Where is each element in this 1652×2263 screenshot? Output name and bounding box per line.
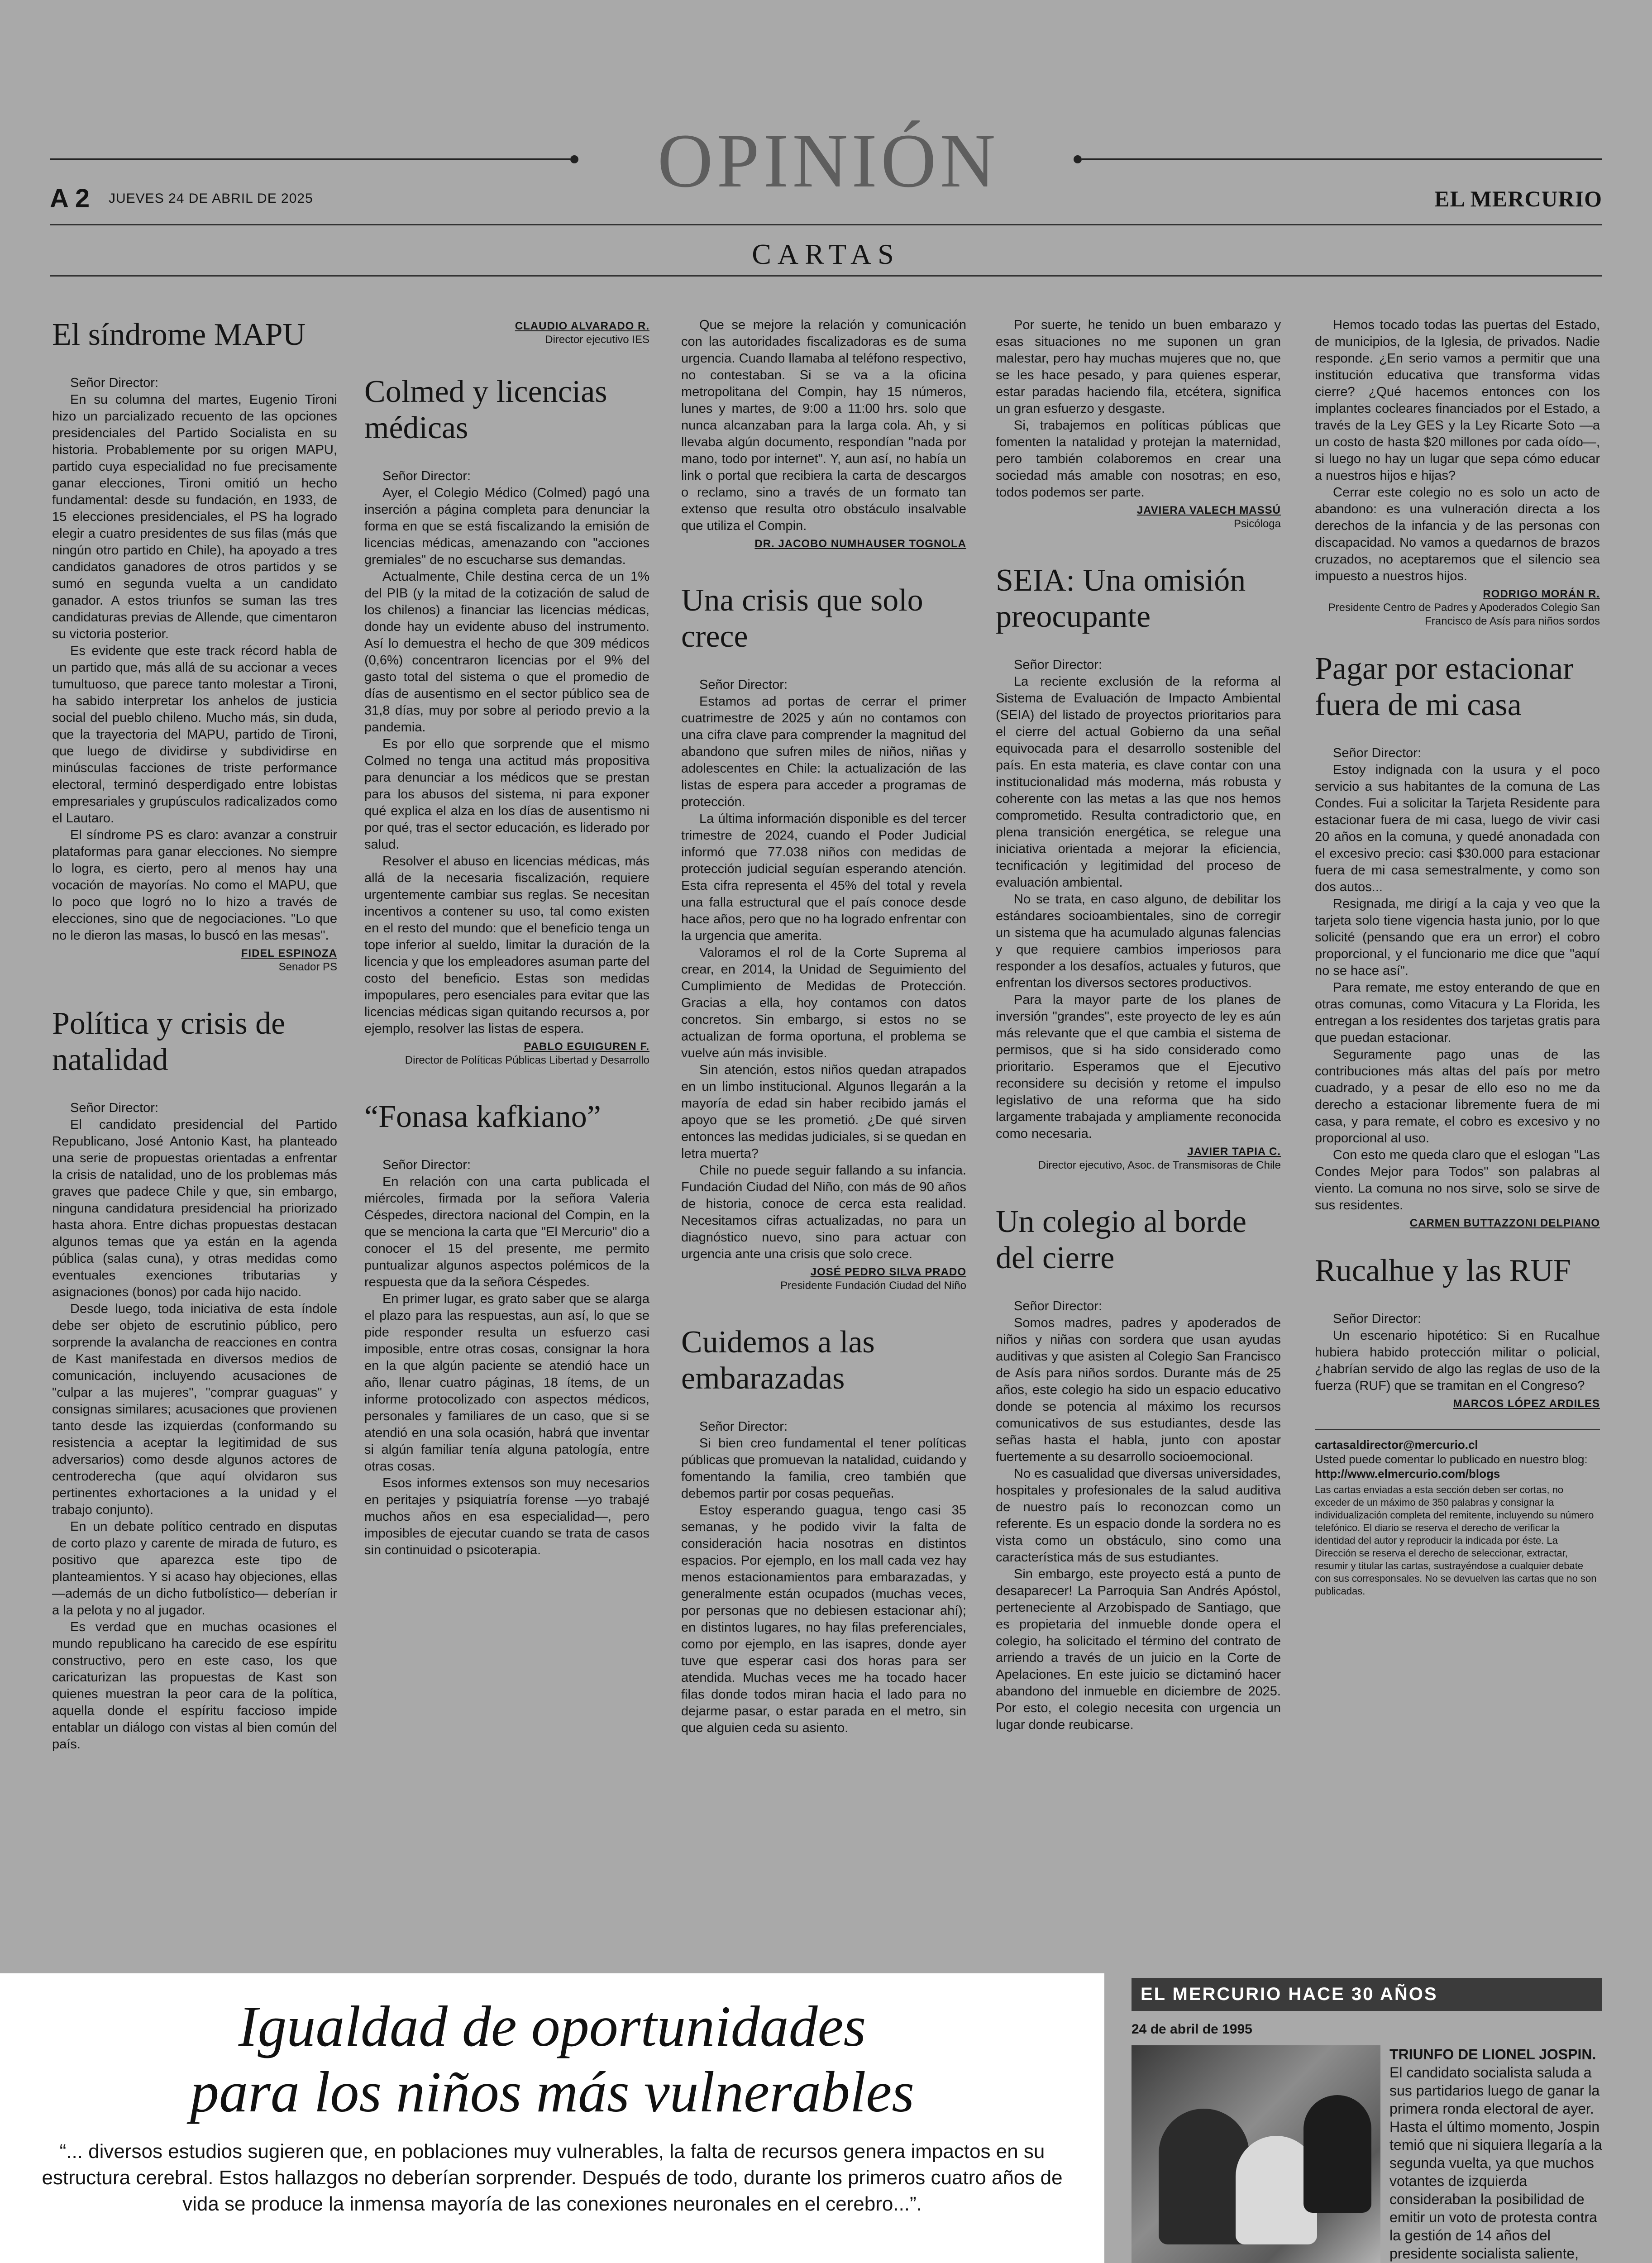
author-name: JAVIERA VALECH MASSÚ (1136, 504, 1281, 516)
header-divider-bottom (50, 275, 1602, 277)
letter-salute: Señor Director: (382, 1158, 471, 1172)
author-name: CARMEN BUTTAZZONI DELPIANO (1409, 1217, 1600, 1229)
header-rule-left (50, 158, 570, 160)
letter-paragraph: En un debate político centrado en disputas de corto plazo y carente de mirada de futuro, es positivo que aparezca este tipo de planteamientos. Y si acaso hay objeciones, ellas —además de un dicho futbolístico— deberían ir a la pelota y no al jugador. (52, 1519, 337, 1618)
letter-title: SEIA: Una omisión preocupante (996, 563, 1246, 634)
letter-paragraph: Resolver el abuso en licencias médicas, más allá de la necesaria fiscalización, requiere urgentemente cambiar sus reglas. Se necesitan incentivos a contener su uso, tal como existen en el resto del mundo: que el beneficio tenga un tope inferior al sueldo, limitar la duración de la licencia y que los empleadores asuman parte del costo del beneficio. Estas son medidas impopulares, pero esenciales para evitar que las licencias médicas sigan quitando recursos a, por ejemplo, resolver las listas de espera. (364, 854, 649, 1036)
brief-text: El candidato socialista saluda a sus partidarios luego de ganar la primera ronda electoral de ayer. Hasta el último momento, Jospin temió que ni siquiera llegaría a la segunda vuelta, ya que muchos votantes de izquierda consideraban la posibilidad de emitir un voto de protesta contra la gestión de 14 años del presidente socialista saliente, (1389, 2064, 1602, 2262)
letter-fonasa (364, 1099, 649, 1559)
letter-paragraph: Por suerte, he tenido un buen embarazo y esas situaciones no me suponen un gran malestar, pero hay muchas mujeres que no, que se les hace pesado, y para quienes esperar, estar paradas haciendo fila, etcétera, significa un gran esfuerzo y desgaste. (996, 318, 1281, 416)
author-role: Presidente Fundación Ciudad del Niño (780, 1280, 966, 1292)
letter-paragraph: Esos informes extensos son muy necesarios en peritajes y psiquiatría forense —yo trabajé muchos años en esa especialidad—, pero imposibles de ejecutar cuando se trata de casos sin continuidad o psicoterapia. (364, 1476, 649, 1557)
letter-colegio-cont (1315, 317, 1600, 628)
author-role: Director ejecutivo, Asoc. de Transmisoras de Chile (1038, 1159, 1281, 1171)
letter-paragraph: Es por ello que sorprende que el mismo Colmed no tenga una actitud más propositiva para denunciar a los médicos que se prestan para los abusos del sistema, ni para exponer qué explica el alza en los días de ausentismo ni por qué, tras el sector educación, es liderado por salud. (364, 737, 649, 852)
letters-column-5 (1315, 317, 1600, 1946)
letter-paragraph: Valoramos el rol de la Corte Suprema al crear, en 2014, la Unidad de Seguimiento del Cumplimiento de Medidas de Protección. Gracias a ella, hoy contamos con datos concretos. Sin embargo, si estos no se actualizan de forma oportuna, el problema se vuelve aún más invisible. (681, 945, 966, 1060)
letter-paragraph: En relación con una carta publicada el miércoles, firmada por la señora Valeria Céspedes, directora nacional del Compin, en la que se menciona la carta que "El Mercurio" dio a conocer el 15 del presente, me permito puntualizar algunos aspectos polémicos de la respuesta que da la señora Céspedes. (364, 1174, 649, 1289)
letter-paragraph: Un escenario hipotético: Si en Rucalhue hubiera habido protección militar o policial, ¿habrían servido de algo las reglas de uso de la fuerza (RUF) que se tramitan en el Congreso? (1315, 1328, 1600, 1393)
letter-salute: Señor Director: (382, 469, 471, 483)
brief-title: TRIUNFO DE LIONEL JOSPIN. (1389, 2046, 1596, 2062)
letters-policy-note: Las cartas enviadas a esta sección deben ser cortas, no exceder de un máximo de 350 palabras y consignar la individualización completa del remitente, incluyendo su número telefónico. El diario se reserva el derecho de verificar la identidad del autor y reproducir la indicada por éste. La Dirección se reserva el derecho de seleccionar, extractar, resumir y titular las cartas, sustrayéndose a cualquier debate con sus corresponsales. No se devuelven las cartas que no son publicadas. (1315, 1484, 1597, 1597)
letter-paragraph: Estoy esperando guagua, tengo casi 35 semanas, y he podido vivir la falta de consideración hacia nosotras en distintos espacios. Por ejemplo, en los mall cada vez hay menos estacionamientos para embarazadas, y generalmente están ocupados (muchas veces, por personas que no debiesen estacionar ahí); en distintos lugares, no hay filas preferenciales, como por ejemplo, en las isapres, donde ayer tuve que esperar casi dos horas para ser atendida. Muchas veces me ha tocado hacer filas donde todos miran hacia el lado para no dejarme pasar, o estar parada en el metro, sin que alguien ceda su asiento. (681, 1503, 966, 1735)
letter-paragraph: No es casualidad que diversas universidades, hospitales y profesionales de la salud auditiva de nuestro país lo reconozcan como un referente. Es un espacio donde la sordera no es vista como un obstáculo, sino como una característica más de sus estudiantes. (996, 1466, 1281, 1565)
letter-paragraph: Que se mejore la relación y comunicación con las autoridades fiscalizadoras es de suma urgencia. Cuando llamaba al teléfono respectivo, no contestaban. Si se va a la oficina metropolitana del Compin, hay 15 números, lunes y martes, de 9:00 a 11:00 hrs. solo que nunca alcanzaban para la larga cola. Ah, y si llevaba algún documento, respondían "nada por mano, todo por internet". Y, aun así, no había un link o portal que recibiera la carta de descargos o reclamo, sino a través de un formato tan extenso que resulta otro obstáculo insalvable que utiliza el Compin. (681, 318, 966, 533)
letter-paragraph: En su columna del martes, Eugenio Tironi hizo un parcializado recuento de las opciones presidenciales del Partido Socialista en su historia. Probablemente por su origen MAPU, partido cuya especialidad no fue precisamente ganar elecciones, Tironi omitió un hecho fundamental: desde su fundación, en 1933, de 15 elecciones presidenciales, el PS ha logrado elegir a cuatro presidentes de sus filas (más que ningún otro partido en Chile), ha apoyado a tres candidatos ganadores de otros partidos y se sumó en segunda vuelta a un candidato ganador. A estos triunfos se suman las tres candidaturas previas de Allende, que cimentaron su victoria posterior. (52, 392, 337, 641)
subsection-title: CARTAS (752, 238, 900, 270)
letter-paragraph: Estamos ad portas de cerrar el primer cuatrimestre de 2025 y aún no contamos con una cifra clave para comprender la magnitud del abandono que sufren miles de niños, niñas y adolescentes en Chile: la actualización de las listas de espera para acceder a programas de protección. (681, 694, 966, 809)
letter-signature (681, 1265, 966, 1293)
archive-sidebar (1132, 1978, 1602, 2263)
letter-salute: Señor Director: (1333, 1312, 1422, 1326)
letters-column-3 (681, 317, 966, 1946)
letter-embarazadas-cont (996, 317, 1281, 531)
letter-title: Pagar por estacionar fuera de mi casa (1315, 651, 1574, 722)
letter-paragraph: Somos madres, padres y apoderados de niños y niñas con sordera que usan ayudas auditivas y que asisten al Colegio San Francisco de Asís para niños sordos. Durante más de 25 años, este colegio ha sido un espacio educativo donde se potencia al máximo los recursos comunicativos de sus estudiantes, desde las señas hasta el habla, junto con apostar fuertemente a su desarrollo socioemocional. (996, 1316, 1281, 1464)
letter-salute: Señor Director: (1014, 1299, 1103, 1313)
letters-column-4 (996, 317, 1281, 1946)
letter-paragraph: Es verdad que en muchas ocasiones el mundo republicano ha carecido de ese espíritu constructivo, pero en este caso, los que caricaturizan las propuestas de Kast son quienes muestran la peor cara de la política, aquella donde el espíritu faccioso impide entablar un diálogo con vistas al bien común del país. (52, 1620, 337, 1752)
letter-paragraph: Desde luego, toda iniciativa de esta índole debe ser objeto de escrutinio público, pero sorprende la avalancha de reacciones en contra de Kast manifestada en diversos medios de comunicación, incluyendo acusaciones de "culpar a las mujeres", "comprar guaguas" y consignas similares; acusaciones que provienen tanto desde las izquierdas (conformando su resistencia a aceptar la legitimidad de sus adversarios) como desde algunos actores de centroderecha (que aquí olvidaron sus pertinentes exhortaciones a la unidad y el trabajo conjunto). (52, 1302, 337, 1517)
author-role: Director ejecutivo IES (545, 334, 649, 346)
editorial-title-line1: Igualdad de oportunidades (238, 1994, 866, 2058)
letter-signature (681, 537, 966, 551)
author-name: CLAUDIO ALVARADO R. (515, 320, 649, 332)
page-number: A 2 (50, 184, 90, 213)
letter-paragraph: La última información disponible es del tercer trimestre de 2024, cuando el Poder Judicial informó que 77.038 niños con medidas de protección judicial seguían esperando atención. Esta cifra representa el 45% del total y revela una falla estructural que el país conoce desde hace años, pero que no ha logrado enfrentar con la urgencia que amerita. (681, 812, 966, 943)
letter-paragraph: Sin atención, estos niños quedan atrapados en un limbo institucional. Algunos llegarán a la mayoría de edad sin haber recibido jamás el apoyo que se les prometió. ¿De qué sirven entonces las medidas judiciales, si se quedan en letra muerta? (681, 1063, 966, 1161)
archive-date: 24 de abril de 1995 (1132, 2022, 1252, 2037)
letter-paragraph: El candidato presidencial del Partido Republicano, José Antonio Kast, ha planteado una serie de propuestas orientadas a enfrentar la crisis de natalidad, uno de los problemas más graves que padece Chile y que, sin embargo, ninguna candidatura presidencial ha priorizado hasta ahora. Entre dichas propuestas destacan algunos temas que ya están en la agenda pública (salas cuna), y otras medidas como eventuales exenciones tributarias y asignaciones (bonos) por cada hijo nacido. (52, 1117, 337, 1299)
letters-column-1 (52, 317, 337, 1946)
letter-signature (364, 1040, 649, 1067)
letter-title: “Fonasa kafkiano” (364, 1099, 601, 1134)
editorial-title-line2: para los niños más vulnerables (190, 2060, 914, 2124)
letter-paragraph: Si bien creo fundamental el tener políticas públicas que promuevan la natalidad, cuidando y fomentando la familia, creo también que debemos partir por cosas pequeñas. (681, 1436, 966, 1501)
letter-paragraph: No se trata, en caso alguno, de debilitar los estándares socioambientales, sino de corregir un sistema que ha acumulado algunas falencias y que requiere cambios imperiosos para responder a los desafíos, actuales y futuros, que enfrentan los diversos sectores productivos. (996, 892, 1281, 990)
editorial-lead-quote: “... diversos estudios sugieren que, en poblaciones muy vulnerables, la falta de recursos genera impactos en su estructura cerebral. Estos hallazgos no deberían sorprender. Después de todo, durante los primeros cuatro años de vida se produce la inmensa mayoría de las conexiones neuronales en el cerebro...”. (42, 2140, 1063, 2215)
letter-salute: Señor Director: (70, 376, 159, 390)
archive-photo (1132, 2045, 1380, 2263)
letter-signature (1315, 587, 1600, 628)
letter-title: Rucalhue y las RUF (1315, 1253, 1571, 1288)
letter-estacionar (1315, 651, 1600, 1230)
author-role: Presidente Centro de Padres y Apoderados Colegio San Francisco de Asís para niños sordos (1328, 602, 1600, 627)
letter-paragraph: Chile no puede seguir fallando a su infancia. Fundación Ciudad del Niño, con más de 90 años de historia, conoce de cerca esta realidad. Necesitamos cifras actualizadas, no para un diagnóstico nuevo, sino para actuar con urgencia ante una crisis que solo crece. (681, 1163, 966, 1261)
author-role: Senador PS (278, 961, 337, 973)
author-name: JAVIER TAPIA C. (1187, 1146, 1281, 1158)
letter-paragraph: Sin embargo, este proyecto está a punto de desaparecer! La Parroquia San Andrés Apóstol, perteneciente al Arzobispado de Santiago, que es propietaria del inmueble donde opera el colegio, ha solicitado el término del contrato de arriendo a través de un juicio en la Corte de Apelaciones. En este juicio se dictaminó hacer abandono del inmueble en diciembre de 2025. Por esto, el colegio necesita con urgencia un lugar donde reubicarse. (996, 1567, 1281, 1732)
letter-mapu (52, 317, 337, 974)
letter-title: Política y crisis de natalidad (52, 1006, 286, 1077)
letter-paragraph: Si, trabajemos en políticas públicas que fomenten la natalidad y protejan la maternidad, pero también colaboremos en crear una sociedad más amable con nosotras; en eso, todos podemos ser parte. (996, 418, 1281, 500)
letter-signature (52, 947, 337, 974)
header-dot-right (1074, 155, 1082, 163)
letter-salute: Señor Director: (699, 678, 788, 692)
header-dot-left (570, 155, 578, 163)
letter-signature (1315, 1397, 1600, 1411)
letter-colmed (364, 374, 649, 1067)
letter-colegio (996, 1204, 1281, 1733)
blog-intro: Usted puede comentar lo publicado en nuestro blog: (1315, 1452, 1588, 1466)
letter-title: El síndrome MAPU (52, 317, 306, 352)
letter-paragraph: Ayer, el Colegio Médico (Colmed) pagó una inserción a página completa para denunciar la forma en que se está fiscalizando la emisión de licencias médicas, amenazando con "acciones gremiales" de no escucharse sus demandas. (364, 486, 649, 567)
author-name: DR. JACOBO NUMHAUSER TOGNOLA (754, 538, 966, 550)
newspaper-name: EL MERCURIO (1434, 186, 1602, 211)
letters-column-2 (364, 317, 649, 1946)
letter-crisis (681, 582, 966, 1293)
author-name: RODRIGO MORÁN R. (1483, 588, 1600, 600)
blog-link[interactable]: http://www.elmercurio.com/blogs (1315, 1467, 1500, 1480)
letter-rucalhue (1315, 1253, 1600, 1411)
letter-paragraph: Para remate, me estoy enterando de que en otras comunas, como Vitacura y La Florida, les entregan a los residentes dos tarjetas gratis para que puedan estacionar. (1315, 980, 1600, 1045)
letter-paragraph: Para la mayor parte de los planes de inversión "grandes", este proyecto de ley es aún más relevante que el que cambia el sistema de permisos, que si ha sido considerado como prioritario. Esperamos que el Ejecutivo reconsidere su decisión y retome el impulso legislativo de una reforma que ha sido largamente trabajada y ampliamente reconocida como necesaria. (996, 993, 1281, 1141)
author-name: PABLO EGUIGUREN F. (524, 1041, 649, 1053)
letter-signature (996, 1145, 1281, 1172)
photo-figure-shape (1303, 2095, 1371, 2213)
letter-salute: Señor Director: (1014, 658, 1103, 672)
author-name: JOSÉ PEDRO SILVA PRADO (810, 1266, 966, 1278)
letter-salute: Señor Director: (1333, 746, 1422, 760)
letter-title: Un colegio al borde del cierre (996, 1204, 1246, 1275)
letter-signature (1315, 1217, 1600, 1230)
letter-paragraph: La reciente exclusión de la reforma al Sistema de Evaluación de Impacto Ambiental (SEIA) del listado de proyectos prioritarios para el cierre del actual Gobierno da una señal equivocada para el desarrollo sostenible del país. En esta materia, es clave contar con una institucionalidad más moderna, más robusta y coherente con las metas a las que nos hemos comprometido. Resulta contradictorio que, en plena transición energética, se relegue una iniciativa orientada a mejorar la eficiencia, tecnificación y legitimidad del proceso de evaluación ambiental. (996, 674, 1281, 890)
author-name: FIDEL ESPINOZA (241, 947, 337, 960)
letters-contact-box (1315, 1429, 1600, 1598)
letter-title: Colmed y licencias médicas (364, 374, 607, 445)
author-role: Psicóloga (1233, 518, 1281, 530)
header-divider-top (50, 224, 1602, 225)
letter-paragraph: En primer lugar, es grato saber que se alarga el plazo para las respuestas, aun así, lo que se pide responder resulta un esfuerzo casi imposible, entre otras cosas, consignar la hora en la que algún paciente se atendió hace un año, llenar cuatro páginas, 18 ítems, de un informe protocolizado con aspectos médicos, personales y familiares de un caso, que si se atendió en una sola ocasión, habrá que inventar si algún familiar tenía alguna patología, entre otras cosas. (364, 1292, 649, 1474)
author-name: MARCOS LÓPEZ ARDILES (1453, 1398, 1600, 1410)
letter-fonasa-cont (681, 317, 966, 551)
letter-paragraph: Con esto me queda claro que el eslogan "Las Condes Mejor para Todos" son palabras al viento. La comuna no nos sirve, solo se sirve de sus residentes. (1315, 1148, 1600, 1213)
letter-title: Una crisis que solo crece (681, 583, 923, 654)
letter-paragraph: Resignada, me dirigí a la caja y veo que la tarjeta solo tiene vigencia hasta junio, por lo que solicité (pensando que era un error) el cobro proporcional, y el funcionario me dice que "aquí no se hace así". (1315, 897, 1600, 978)
masthead (50, 9, 1602, 270)
header-rule-right (1082, 158, 1602, 160)
author-role: Director de Políticas Públicas Libertad y Desarrollo (405, 1054, 649, 1066)
letter-natalidad-signature (364, 320, 649, 347)
letter-paragraph: Estoy indignada con la usura y el poco servicio a sus habitantes de la comuna de Las Condes. Fui a solicitar la Tarjeta Residente para estacionar fuera de mi casa, luego de vivir casi 20 años en la comuna, y quedé anonadada con el excesivo precio: casi $30.000 para estacionar fuera de mi casa semestralmente, y como son dos autos... (1315, 763, 1600, 894)
letter-salute: Señor Director: (699, 1419, 788, 1434)
letter-salute: Señor Director: (70, 1101, 159, 1115)
letter-paragraph: Hemos tocado todas las puertas del Estado, de municipios, de la Iglesia, de privados. Nadie responde. ¿En serio vamos a permitir que una institución educativa que transforma vidas cierre? ¿Qué hacemos entonces con los implantes cocleares financiados por el Estado, a través de la Ley GES y la Ley Ricarte Soto —a un costo de hasta $20 millones por cada oído—, si luego no hay un lugar que sepa cómo educar a nuestros hijos e hijas? (1315, 318, 1600, 483)
letter-paragraph: El síndrome PS es claro: avanzar a construir plataformas para ganar elecciones. No siempre lo logra, es cierto, pero al menos hay una vocación de mayorías. No como el MAPU, que lo poco que logró no lo hizo a través de elecciones, sino que de negociaciones. "Lo que no le dieron las masas, lo buscó en las mesas". (52, 828, 337, 943)
section-title: OPINIÓN (657, 118, 999, 203)
letter-seia (996, 563, 1281, 1172)
page-date: JUEVES 24 DE ABRIL DE 2025 (109, 191, 313, 206)
letter-natalidad (52, 1006, 337, 1753)
letter-signature (364, 320, 649, 347)
contact-email-link[interactable]: cartasaldirector@mercurio.cl (1315, 1438, 1478, 1451)
letter-title: Cuidemos a las embarazadas (681, 1325, 875, 1396)
archive-header: EL MERCURIO HACE 30 AÑOS (1132, 1978, 1602, 2011)
letter-embarazadas (681, 1324, 966, 1737)
editorial-title (0, 1994, 1104, 2125)
letter-paragraph: Seguramente pago unas de las contribuciones más altas del país por metro cuadrado, y a pesar de ello eso no me da derecho a estacionar libremente fuera de mi casa, y para remate, el cobro es excesivo y no proporcional al uso. (1315, 1047, 1600, 1146)
letter-paragraph: Es evidente que este track récord habla de un partido que, más allá de su accionar a veces tumultuoso, que parece tanto molestar a Tironi, ha sabido interpretar los anhelos de justicia social del pueblo chileno. Mucho más, sin duda, que la trayectoria del MAPU, partido de Tironi, que luego de dividirse y subdividirse en minúsculas facciones de triste performance electoral, terminó desperdigado entre lobistas empresariales y grupúsculos radicalizados como el Lautaro. (52, 644, 337, 826)
editorial-article (0, 1973, 1104, 2263)
letter-paragraph: Cerrar este colegio no es solo un acto de abandono: es una vulneración directa a los derechos de la infancia y de las personas con discapacidad. No vamos a quedarnos de brazos cruzados, no aceptaremos que el silencio sea impuesto a nuestros hijos. (1315, 485, 1600, 583)
letter-paragraph: Actualmente, Chile destina cerca de un 1% del PIB (y la mitad de la cotización de salud de los chilenos) a financiar las licencias médicas, donde hay un evidente abuso del instrumento. Así lo demuestra el hecho de que 309 médicos (0,6%) concentraron licencias por el 9% del gasto total del sistema o que el promedio de días de ausentismo en el sector público sea de 31,8 días, muy por sobre al periodo previo a la pandemia. (364, 569, 649, 735)
letter-signature (996, 504, 1281, 531)
